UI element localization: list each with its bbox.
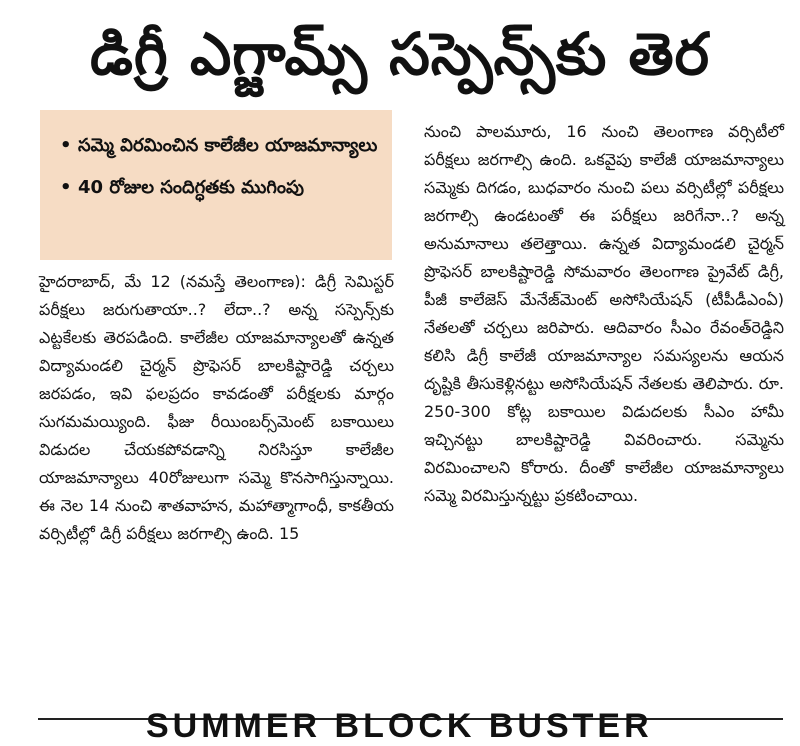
highlight-item-1 [60,125,380,167]
highlight-text-2: 40 రోజుల సందిగ్ధతకు ముగింపు [78,177,304,198]
highlight-item-2 [60,167,380,209]
article-headline: డిగ్రీ ఎగ్జామ్స్ సస్పెన్స్‌కు తెర [90,20,710,88]
article-left-column [39,268,394,698]
bullet-icon: • [60,177,72,198]
article-right-column [424,118,784,694]
right-column-text: నుంచి పాలమూరు, 16 నుంచి తెలంగాణ వర్సిటీలో పరీక్షలు జరగాల్సి ఉంది. ఒకవైపు కాలేజీ యాజమాన్యాలు సమ్మెకు దిగడం, బుధవారం నుంచి పలు వర్సిటీల్లో పరీక్షలు జరగాల్సి ఉండటంతో ఈ పరీక్షలు జరిగేనా..? అన్న అనుమానాలు తలెత్తాయి. ఉన్నత విద్యామండలి చైర్మన్ ప్రొఫెసర్ బాలకిష్టారెడ్డి సోమవారం తెలంగాణ ప్రైవేట్ డిగ్రీ, పీజీ కాలేజెస్ మేనేజ్‌మెంట్ అసోసియేషన్ (టీపీడీఎంఏ) నేతలతో చర్చలు జరిపారు. ఆదివారం సీఎం రేవంత్‌రెడ్డిని కలిసి డిగ్రీ కాలేజీ యాజమాన్యాల సమస్యలను ఆయన దృష్టికి తీసుకెళ్లినట్టు అసోసియేషన్ నేతలకు తెలిపారు. రూ. 250-300 కోట్ల బకాయిల విడుదలకు సీఎం హామీ ఇచ్చినట్టు బాలకిష్టారెడ్డి వివరించారు. సమ్మెను విరమించాలని కోరారు. దీంతో కాలేజీల యాజమాన్యాలు సమ్మె విరమిస్తున్నట్టు ప్రకటించాయి. [424,122,784,505]
highlight-text-1: సమ్మె విరమించిన కాలేజీల యాజమాన్యాలు [78,135,378,156]
footer-banner [42,707,778,745]
bullet-icon: • [60,135,72,156]
highlight-box [40,110,392,260]
footer-banner-text: SUMMER BLOCK BUSTER [146,707,653,745]
left-column-text: హైదరాబాద్, మే 12 (నమస్తే తెలంగాణ): డిగ్రీ సెమిస్టర్ పరీక్షలు జరుగుతాయా..? లేదా..? అన్న సస్పెన్స్‌కు ఎట్టకేలకు తెరపడింది. కాలేజీల యాజమాన్యాలతో ఉన్నత విద్యామండలి చైర్మన్ ప్రొఫెసర్ బాలకిష్టారెడ్డి చర్చలు జరపడం, ఇవి ఫలప్రదం కావడంతో పరీక్షలకు మార్గం సుగమమయ్యింది. ఫీజు రీయింబర్స్‌మెంట్ బకాయిలు విడుదల చేయకపోవడాన్ని నిరసిస్తూ కాలేజీల యాజమాన్యాలు 40రోజులుగా సమ్మె కొనసాగిస్తున్నాయి. ఈ నెల 14 నుంచి శాతవాహన, మహాత్మాగాంధీ, కాకతీయ వర్సిటీల్లో డిగ్రీ పరీక్షలు జరగాల్సి ఉంది. 15 [39,272,394,543]
